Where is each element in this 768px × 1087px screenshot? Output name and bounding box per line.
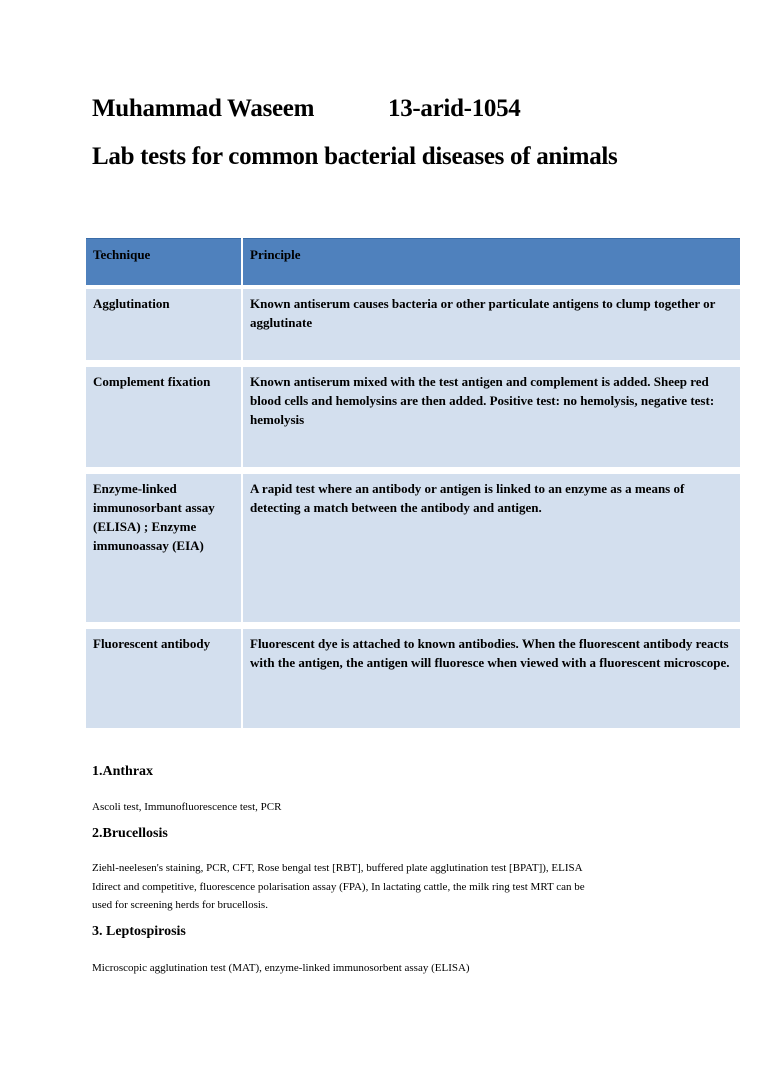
author-line [92, 95, 521, 123]
column-header-principle: Principle [242, 239, 740, 288]
document-title: Lab tests for common bacterial diseases of animals [92, 143, 618, 170]
technique-cell: Agglutination [86, 287, 242, 364]
section-heading-anthrax: 1.Anthrax [92, 764, 154, 779]
section-text-brucellosis-line: Idirect and competitive, fluorescence polarisation assay (FPA), In lactating cattle, the milk ring test MRT can be [92, 881, 585, 893]
table-row [86, 287, 740, 364]
section-text-brucellosis-line: Ziehl-neelesen's staining, PCR, CFT, Rose bengal test [RBT], buffered plate agglutination test [BPAT]), ELISA [92, 862, 583, 874]
principle-cell: Known antiserum mixed with the test antigen and complement is added. Sheep red blood cells and hemolysins are then added. Positive test: no hemolysis, negative test: hemolysis [242, 364, 740, 471]
table-row [86, 626, 740, 729]
section-text-anthrax: Ascoli test, Immunofluorescence test, PCR [92, 801, 282, 813]
principle-cell: Fluorescent dye is attached to known antibodies. When the fluorescent antibody reacts with the antigen, the antigen will fluoresce when viewed with a fluorescent microscope. [242, 626, 740, 729]
technique-cell: Complement fixation [86, 364, 242, 471]
principle-cell: A rapid test where an antibody or antigen is linked to an enzyme as a means of detecting a match between the antibody and antigen. [242, 471, 740, 626]
lab-tests-table [86, 238, 740, 728]
column-header-technique: Technique [86, 239, 242, 288]
author-name: Muhammad Waseem [92, 95, 315, 122]
section-text-leptospirosis: Microscopic agglutination test (MAT), enzyme-linked immunosorbent assay (ELISA) [92, 962, 470, 974]
section-text-brucellosis-line: used for screening herds for brucellosis. [92, 899, 268, 911]
student-id: 13-arid-1054 [388, 95, 521, 122]
technique-cell: Enzyme-linked immunosorbant assay (ELISA) ; Enzyme immunoassay (EIA) [86, 471, 242, 626]
table-header-row [86, 239, 740, 288]
table-row [86, 364, 740, 471]
section-heading-leptospirosis: 3. Leptospirosis [92, 924, 186, 939]
section-heading-brucellosis: 2.Brucellosis [92, 826, 168, 841]
technique-cell: Fluorescent antibody [86, 626, 242, 729]
table-row [86, 471, 740, 626]
principle-cell: Known antiserum causes bacteria or other particulate antigens to clump together or agglutinate [242, 287, 740, 364]
